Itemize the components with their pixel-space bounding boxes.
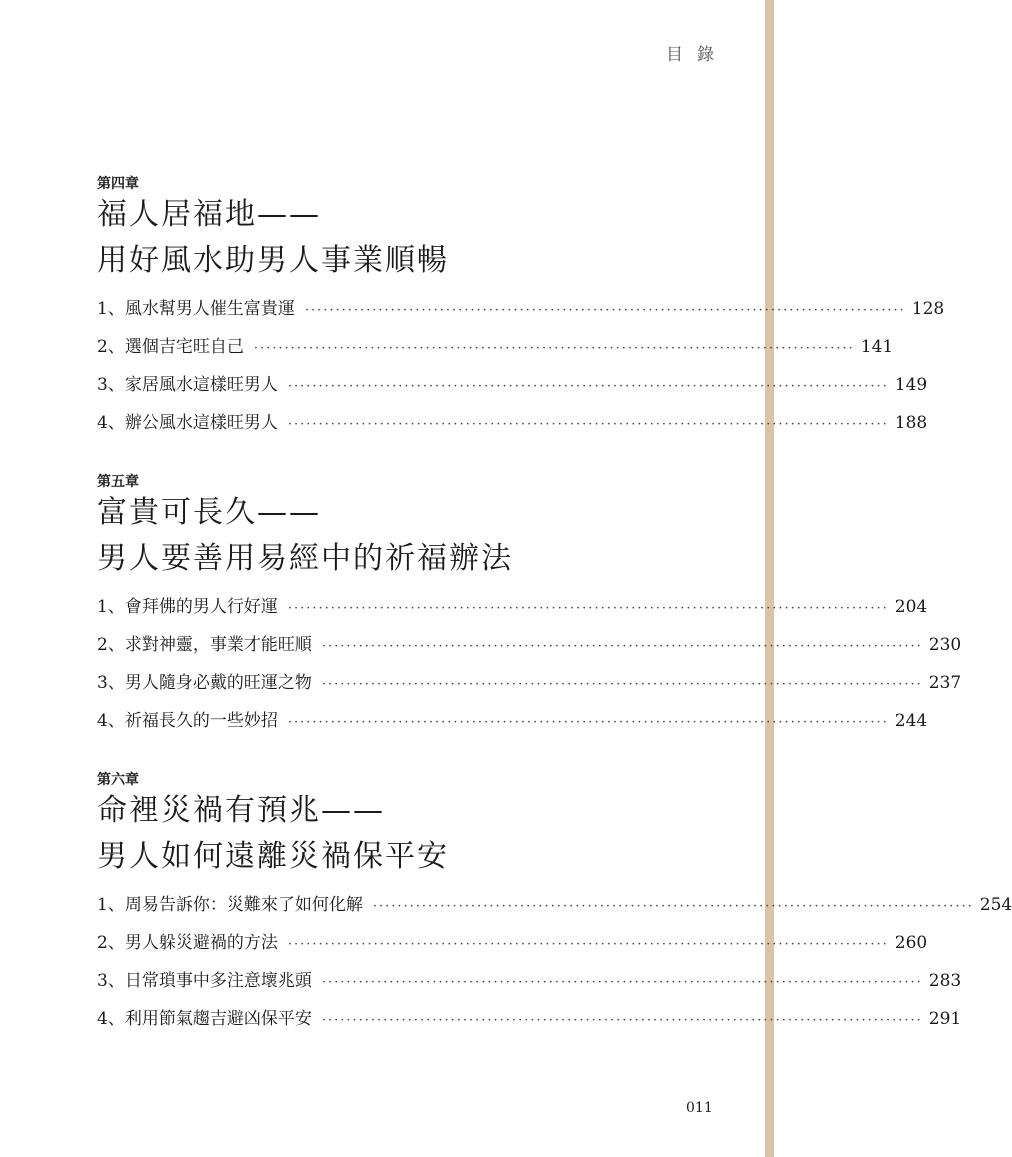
toc-entry-page: 291 xyxy=(928,1009,962,1029)
toc-entry-page: 141 xyxy=(860,337,894,357)
leader-dots: ·································································································· xyxy=(321,639,923,654)
toc-entry-title: 2、男人躲災避禍的方法 xyxy=(97,933,278,953)
toc-entry[interactable] xyxy=(97,664,962,702)
toc-entries xyxy=(97,588,962,740)
toc-entry-title: 1、風水幫男人催生富貴運 xyxy=(97,299,295,319)
toc-entry-title: 4、祈福長久的一些妙招 xyxy=(97,711,278,731)
chapter-title-line2: 男人如何遠離災禍保平安 xyxy=(97,839,449,874)
toc-entry-title: 3、日常瑣事中多注意壞兆頭 xyxy=(97,971,312,991)
toc-entries xyxy=(97,886,1012,1038)
chapter-label: 第六章 xyxy=(97,772,139,788)
toc-entry-title: 1、會拜佛的男人行好運 xyxy=(97,597,278,617)
chapter-label: 第四章 xyxy=(97,176,139,192)
toc-entry-page: 188 xyxy=(894,413,928,433)
chapter-4 xyxy=(97,176,945,442)
toc-entry[interactable] xyxy=(97,886,1012,924)
toc-entry-page: 204 xyxy=(894,597,928,617)
toc-entry-title: 2、選個吉宅旺自己 xyxy=(97,337,244,357)
page-number: 011 xyxy=(686,1100,713,1116)
leader-dots: ·································································································· xyxy=(287,937,889,952)
running-header: 目錄 xyxy=(666,45,728,65)
toc-entry-page: 149 xyxy=(894,375,928,395)
toc-entry-page: 260 xyxy=(894,933,928,953)
chapter-title-line2: 男人要善用易經中的祈福辦法 xyxy=(97,541,513,576)
leader-dots: ·································································································· xyxy=(287,601,889,616)
toc-entry-title: 4、利用節氣趨吉避凶保平安 xyxy=(97,1009,312,1029)
toc-entry[interactable] xyxy=(97,366,928,404)
chapter-title-line1: 福人居福地—— xyxy=(97,197,321,232)
toc-entry[interactable] xyxy=(97,1000,962,1038)
toc-entry[interactable] xyxy=(97,924,928,962)
toc-entry-title: 2、求對神靈，事業才能旺順 xyxy=(97,635,312,655)
toc-entry-title: 3、男人隨身必戴的旺運之物 xyxy=(97,673,312,693)
leader-dots: ·································································································· xyxy=(287,715,889,730)
leader-dots: ·································································································· xyxy=(253,341,855,356)
leader-dots: ·································································································· xyxy=(321,677,923,692)
toc-entry-title: 1、周易告訴你：災難來了如何化解 xyxy=(97,895,363,915)
toc-entry-page: 244 xyxy=(894,711,928,731)
chapter-title-line2: 用好風水助男人事業順暢 xyxy=(97,243,449,278)
toc-entry[interactable] xyxy=(97,290,945,328)
toc-entry[interactable] xyxy=(97,328,894,366)
leader-dots: ·································································································· xyxy=(321,975,923,990)
toc-entry-page: 128 xyxy=(911,299,945,319)
chapter-title-line1: 命裡災禍有預兆—— xyxy=(97,793,385,828)
toc-entry-page: 237 xyxy=(928,673,962,693)
leader-dots: ·································································································· xyxy=(372,899,974,914)
leader-dots: ·································································································· xyxy=(287,379,889,394)
toc-entry[interactable] xyxy=(97,626,962,664)
leader-dots: ·································································································· xyxy=(287,417,889,432)
toc-entry-title: 4、辦公風水這樣旺男人 xyxy=(97,413,278,433)
chapter-title-line1: 富貴可長久—— xyxy=(97,495,321,530)
toc-entry-page: 283 xyxy=(928,971,962,991)
toc-entry[interactable] xyxy=(97,404,928,442)
chapter-6 xyxy=(97,772,1012,1038)
toc-entries xyxy=(97,290,945,442)
leader-dots: ·································································································· xyxy=(321,1013,923,1028)
chapter-label: 第五章 xyxy=(97,474,139,490)
toc-entry-page: 254 xyxy=(979,895,1012,915)
chapter-5 xyxy=(97,474,962,740)
toc-entry-title: 3、家居風水這樣旺男人 xyxy=(97,375,278,395)
toc-entry[interactable] xyxy=(97,962,962,1000)
toc-entry[interactable] xyxy=(97,588,928,626)
leader-dots: ·································································································· xyxy=(304,303,906,318)
toc-entry[interactable] xyxy=(97,702,928,740)
toc-entry-page: 230 xyxy=(928,635,962,655)
